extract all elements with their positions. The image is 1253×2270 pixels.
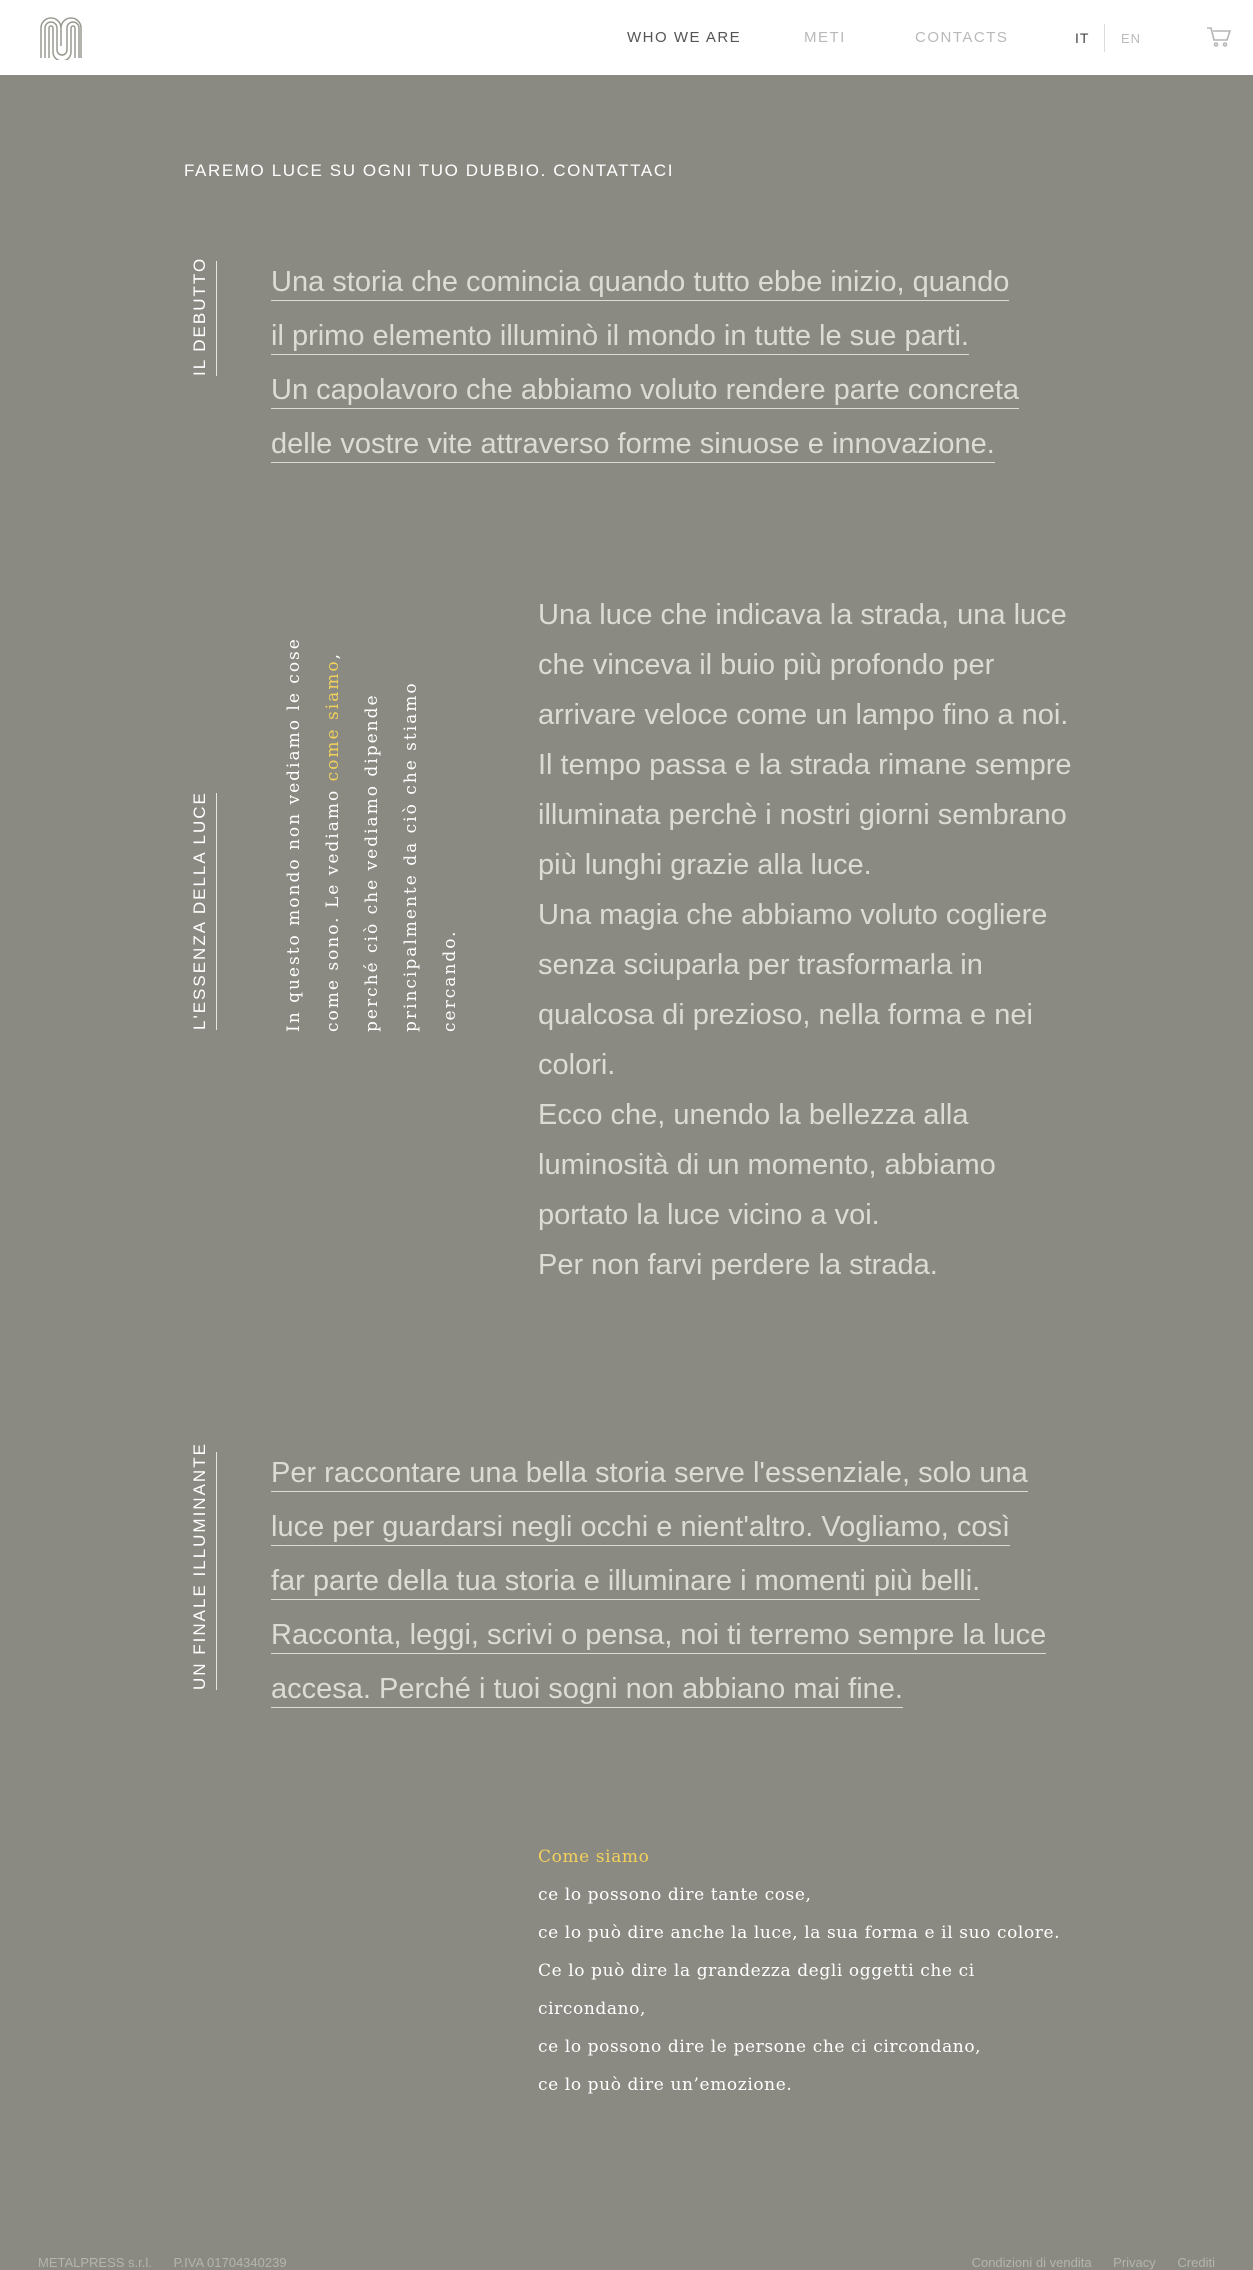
- footer-link-credits[interactable]: Crediti: [1177, 2255, 1215, 2270]
- text-line: delle vostre vite attraverso forme sinuose e innovazione.: [271, 426, 1019, 480]
- nav-meti[interactable]: METI: [804, 29, 846, 46]
- lang-divider: [1104, 24, 1105, 52]
- logo-m-icon[interactable]: [38, 14, 86, 60]
- section-label-line: [216, 1452, 217, 1690]
- vertical-quote: In questo mondo non vediamo le cose come sono. Le vediamo come siamo, perché ciò che vediamo dipende principalmente da ciò che stiamo cercando.: [284, 637, 460, 1032]
- nav-who-we-are[interactable]: WHO WE ARE: [627, 29, 742, 46]
- paragraph: Una luce che indicava la strada, una luce che vinceva il buio più profondo per arrivare veloce come un lampo fino a noi. Il tempo passa e la strada rimane sempre illuminata perchè i nostri giorni sembrano più lunghi grazie alla luce.: [538, 599, 1072, 881]
- footer-links: [954, 2255, 1215, 2270]
- section2-paragraph: [538, 590, 1078, 1290]
- poem-line: ce lo possono dire le persone che ci circondano,: [538, 2037, 982, 2057]
- text-line: Una storia che comincia quando tutto ebbe inizio, quando: [271, 264, 1019, 318]
- poem-line: Ce lo può dire la grandezza degli oggetti che ci: [538, 1961, 975, 1981]
- poem-line: ce lo può dire un’emozione.: [538, 2075, 793, 2095]
- footer-company: [38, 2255, 287, 2270]
- lang-en[interactable]: EN: [1121, 31, 1142, 46]
- section1-text: [271, 264, 1019, 480]
- section-label-line: [216, 261, 217, 376]
- section-label-line: [216, 793, 217, 1030]
- text-line: accesa. Perché i tuoi sogni non abbiano mai fine.: [271, 1671, 1046, 1725]
- poem-line: circondano,: [538, 1999, 646, 2019]
- nav-contacts[interactable]: CONTACTS: [915, 29, 1009, 46]
- text-line: Un capolavoro che abbiamo voluto rendere parte concreta: [271, 372, 1019, 426]
- section-label-debutto: IL DEBUTTO: [190, 256, 209, 376]
- cart-icon[interactable]: [1206, 26, 1232, 48]
- footer-link-conditions[interactable]: Condizioni di vendita: [971, 2255, 1092, 2270]
- quote-highlight: come siamo: [323, 659, 343, 782]
- company-name: METALPRESS s.r.l.: [38, 2255, 152, 2270]
- section3-text: [271, 1455, 1046, 1725]
- vat-number: P.IVA 01704340239: [173, 2255, 287, 2270]
- text-line: luce per guardarsi negli occhi e nient'altro. Vogliamo, così: [271, 1509, 1046, 1563]
- poem-line: ce lo può dire anche la luce, la sua forma e il suo colore.: [538, 1923, 1061, 1943]
- section-label-finale: UN FINALE ILLUMINANTE: [190, 1442, 209, 1690]
- paragraph: Ecco che, unendo la bellezza alla luminosità di un momento, abbiamo portato la luce vicino a voi.: [538, 1099, 996, 1231]
- poem-block: [538, 1838, 1098, 2104]
- text-line: Per raccontare una bella storia serve l'essenziale, solo una: [271, 1455, 1046, 1509]
- lang-it[interactable]: IT: [1075, 30, 1090, 46]
- section-label-essenza: L'ESSENZA DELLA LUCE: [190, 791, 209, 1030]
- paragraph: Per non farvi perdere la strada.: [538, 1249, 938, 1281]
- text-line: far parte della tua storia e illuminare i momenti più belli.: [271, 1563, 1046, 1617]
- footer-link-privacy[interactable]: Privacy: [1113, 2255, 1156, 2270]
- text-line: Racconta, leggi, scrivi o pensa, noi ti terremo sempre la luce: [271, 1617, 1046, 1671]
- site-header: [0, 0, 1253, 75]
- poem-line: ce lo possono dire tante cose,: [538, 1885, 812, 1905]
- paragraph: Una magia che abbiamo voluto cogliere senza sciuparla per trasformarla in qualcosa di prezioso, nella forma e nei colori.: [538, 899, 1048, 1081]
- poem-title: Come siamo: [538, 1847, 650, 1867]
- text-line: il primo elemento illuminò il mondo in tutte le sue parti.: [271, 318, 1019, 372]
- contact-tagline[interactable]: FAREMO LUCE SU OGNI TUO DUBBIO. CONTATTACI: [184, 161, 675, 180]
